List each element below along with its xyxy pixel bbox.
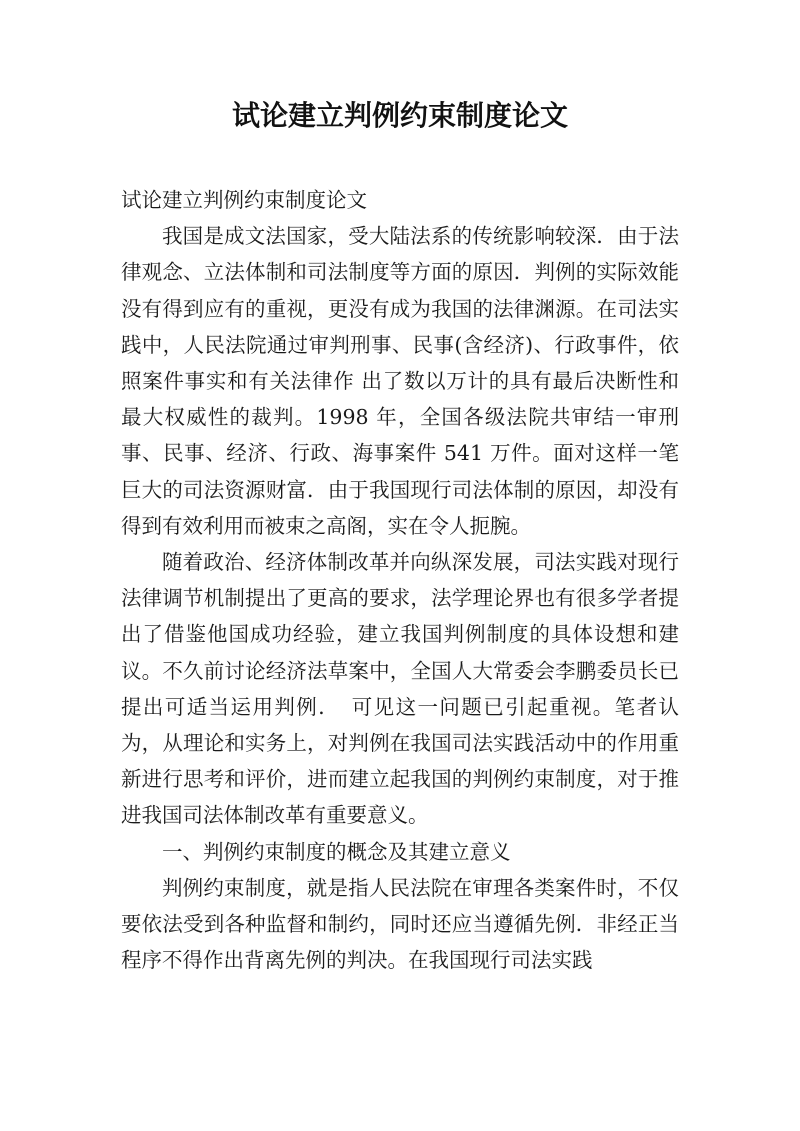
- document-title: 试论建立判例约束制度论文: [231, 99, 568, 132]
- paragraph-1: 我国是成文法国家，受大陆法系的传统影响较深．由于法律观念、立法体制和司法制度等方面的原因．判例的实际效能没有得到应有的重视，更没有成为我国的法律渊源。在司法实践中，人民法院通过审判刑事、民事(含经济)、行政事件，依照案件事实和有关法律作 出了数以万计的具有最后决断性和最大权威性的裁判。1998 年，全国各级法院共审结一审刑事、民事、经济、行政、海事案件 541 万件。面对这样一笔巨大的司法资源财富．由于我国现行司法体制的原因，却没有得到有效利用而被束之高阁，实在令人扼腕。: [121, 224, 679, 538]
- document-subtitle: 试论建立判例约束制度论文: [121, 188, 367, 212]
- section-heading: 一、判例约束制度的概念及其建立意义: [162, 839, 511, 864]
- paragraph-3: 判例约束制度，就是指人民法院在审理各类案件时，不仅要依法受到各种监督和制约，同时还应当遵循先例．非经正当程序不得作出背离先例的判决。在我国现行司法实践: [121, 875, 679, 973]
- paragraph-2: 随着政治、经济体制改革并向纵深发展，司法实践对现行法律调节机制提出了更高的要求，法学理论界也有很多学者提出了借鉴他国成功经验，建立我国判例制度的具体设想和建议。不久前讨论经济法草案中，全国人大常委会李鹏委员长已提出可适当运用判例． 可见这一问题已引起重视。笔者认为，从理论和实务上，对判例在我国司法实践活动中的作用重新进行思考和评价，进而建立起我国的判例约束制度，对于推进我国司法体制改革有重要意义。: [121, 550, 679, 828]
- document-body: [121, 182, 679, 978]
